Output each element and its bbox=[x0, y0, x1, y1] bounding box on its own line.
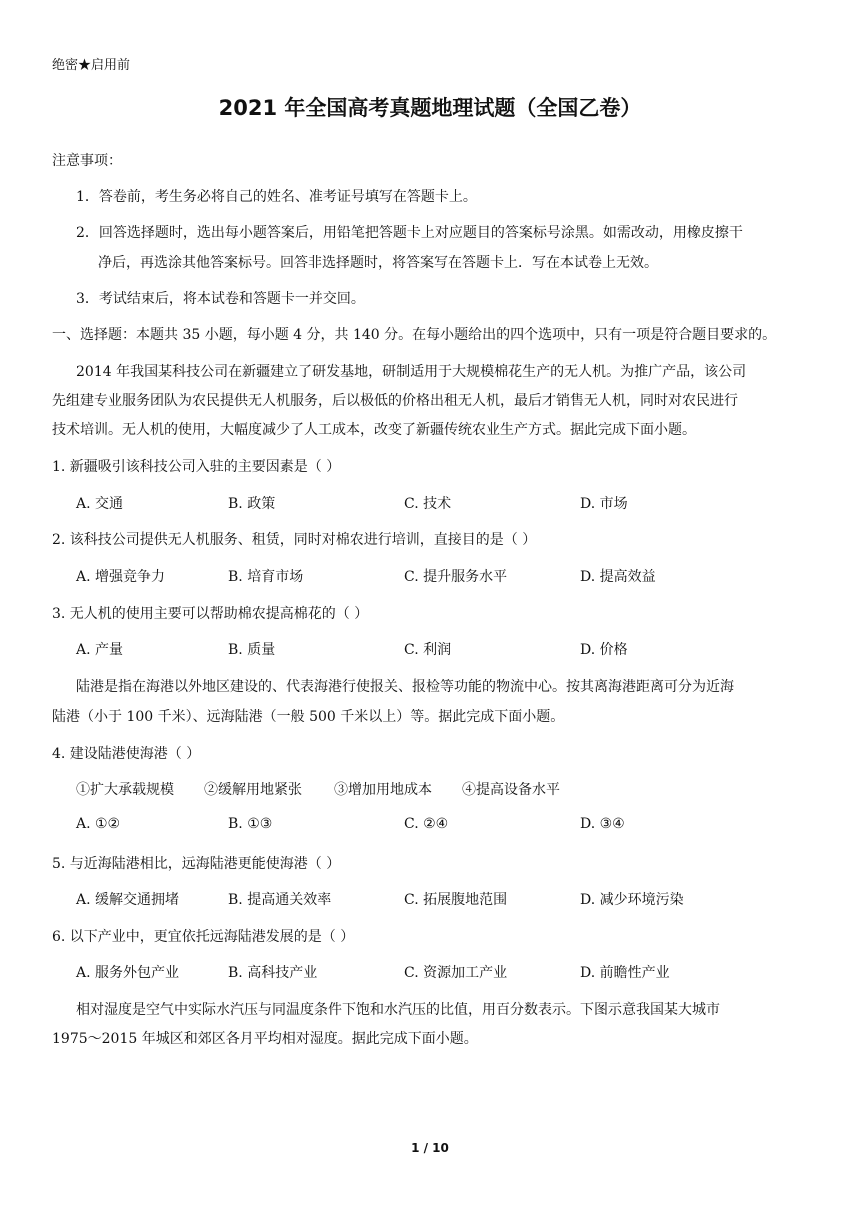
option-d[interactable]: D. 前瞻性产业 bbox=[580, 965, 670, 981]
note-item: 2．回答选择题时，选出每小题答案后，用铅笔把答题卡上对应题目的答案标号涂黑。如需改动，用橡皮擦干 bbox=[76, 225, 743, 241]
option-c[interactable]: C. 技术 bbox=[404, 496, 452, 512]
passage-line: 先组建专业服务团队为农民提供无人机服务，后以极低的价格出租无人机，最后才销售无人机，同时对农民进行 bbox=[52, 393, 738, 409]
option-c[interactable]: C. ②④ bbox=[404, 816, 449, 832]
question-stem: 5. 与近海陆港相比，远海陆港更能使海港（ ） bbox=[52, 856, 341, 872]
option-d[interactable]: D. 提高效益 bbox=[580, 569, 656, 585]
option-d[interactable]: D. ③④ bbox=[580, 816, 625, 832]
option-a[interactable]: A. 服务外包产业 bbox=[76, 965, 180, 981]
option-b[interactable]: B. 政策 bbox=[228, 496, 276, 512]
option-b[interactable]: B. 高科技产业 bbox=[228, 965, 318, 981]
option-c[interactable]: C. 资源加工产业 bbox=[404, 965, 508, 981]
option-d[interactable]: D. 价格 bbox=[580, 642, 628, 658]
statement: ④提高设备水平 bbox=[462, 782, 560, 798]
statement: ①扩大承载规模 bbox=[76, 782, 174, 798]
page-number: 1 / 10 bbox=[411, 1141, 449, 1155]
question-statements bbox=[76, 779, 776, 799]
option-a[interactable]: A. 缓解交通拥堵 bbox=[76, 892, 180, 908]
option-a[interactable]: A. 交通 bbox=[76, 496, 124, 512]
passage-line: 1975～2015 年城区和郊区各月平均相对湿度。据此完成下面小题。 bbox=[52, 1031, 478, 1047]
question-stem: 2. 该科技公司提供无人机服务、租赁，同时对棉农进行培训，直接目的是（ ） bbox=[52, 532, 537, 548]
passage-line: 陆港是指在海港以外地区建设的、代表海港行使报关、报检等功能的物流中心。按其离海港距离可分为近海 bbox=[76, 679, 734, 695]
question-stem: 4. 建设陆港使海港（ ） bbox=[52, 746, 201, 762]
passage-line: 相对湿度是空气中实际水汽压与同温度条件下饱和水汽压的比值，用百分数表示。下图示意我国某大城市 bbox=[76, 1002, 720, 1018]
option-d[interactable]: D. 减少环境污染 bbox=[580, 892, 684, 908]
confidential-mark: 绝密★启用前 bbox=[52, 58, 131, 73]
question-options bbox=[76, 639, 776, 659]
option-b[interactable]: B. 提高通关效率 bbox=[228, 892, 332, 908]
option-b[interactable]: B. 培育市场 bbox=[228, 569, 304, 585]
question-stem: 6. 以下产业中，更宜依托远海陆港发展的是（ ） bbox=[52, 929, 355, 945]
section-heading: 一、选择题：本题共 35 小题，每小题 4 分，共 140 分。在每小题给出的四个选项中，只有一项是符合题目要求的。 bbox=[52, 327, 777, 343]
notes-heading: 注意事项： bbox=[52, 153, 122, 169]
option-a[interactable]: A. 产量 bbox=[76, 642, 124, 658]
option-b[interactable]: B. 质量 bbox=[228, 642, 276, 658]
passage-line: 2014 年我国某科技公司在新疆建立了研发基地，研制适用于大规模棉花生产的无人机。为推广产品，该公司 bbox=[76, 364, 747, 380]
note-item-continued: 净后，再选涂其他答案标号。回答非选择题时，将答案写在答题卡上．写在本试卷上无效。 bbox=[98, 255, 658, 271]
note-item: 1．答卷前，考生务必将自己的姓名、准考证号填写在答题卡上。 bbox=[76, 189, 477, 205]
note-item: 3．考试结束后，将本试卷和答题卡一并交回。 bbox=[76, 291, 365, 307]
option-a[interactable]: A. ①② bbox=[76, 816, 121, 832]
option-c[interactable]: C. 利润 bbox=[404, 642, 452, 658]
question-options bbox=[76, 889, 776, 909]
question-options bbox=[76, 816, 776, 836]
statement: ②缓解用地紧张 bbox=[204, 782, 302, 798]
page-title: 2021 年全国高考真题地理试题（全国乙卷） bbox=[218, 96, 642, 120]
question-options bbox=[76, 962, 776, 982]
question-stem: 1. 新疆吸引该科技公司入驻的主要因素是（ ） bbox=[52, 459, 341, 475]
option-d[interactable]: D. 市场 bbox=[580, 496, 628, 512]
passage-line: 陆港（小于 100 千米）、远海陆港（一般 500 千米以上）等。据此完成下面小题。 bbox=[52, 709, 565, 725]
option-b[interactable]: B. ①③ bbox=[228, 816, 273, 832]
statement: ③增加用地成本 bbox=[334, 782, 432, 798]
question-options bbox=[76, 493, 776, 513]
option-a[interactable]: A. 增强竞争力 bbox=[76, 569, 166, 585]
passage-line: 技术培训。无人机的使用，大幅度减少了人工成本，改变了新疆传统农业生产方式。据此完成下面小题。 bbox=[52, 422, 696, 438]
question-options bbox=[76, 566, 776, 586]
option-c[interactable]: C. 拓展腹地范围 bbox=[404, 892, 508, 908]
question-stem: 3. 无人机的使用主要可以帮助棉农提高棉花的（ ） bbox=[52, 606, 369, 622]
option-c[interactable]: C. 提升服务水平 bbox=[404, 569, 508, 585]
